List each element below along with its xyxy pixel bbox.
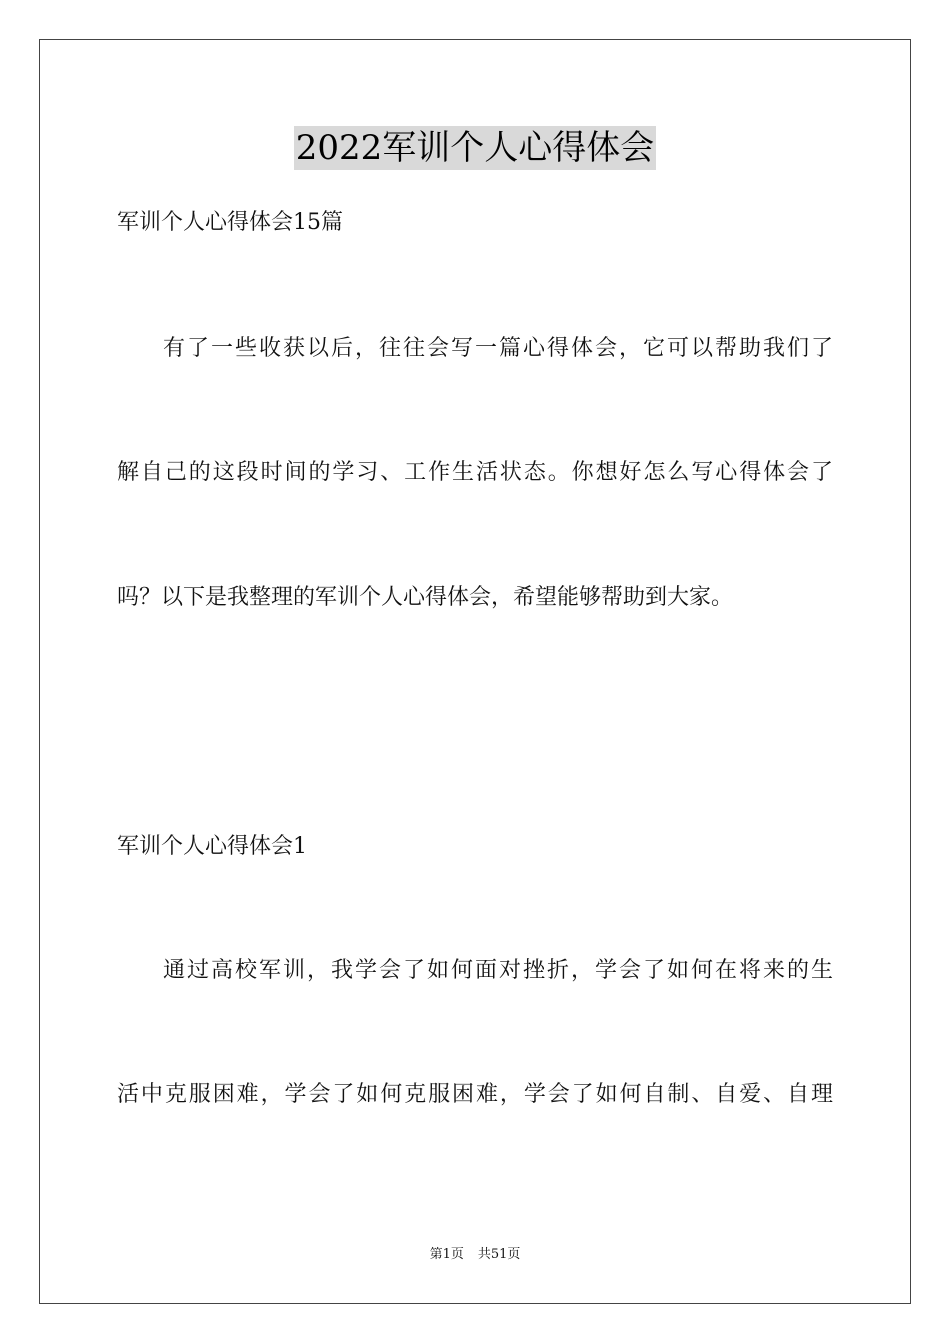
page-footer (0, 1246, 950, 1264)
intro-paragraph-line-3: 吗？以下是我整理的军训个人心得体会，希望能够帮助到大家。 (117, 585, 734, 610)
page-number-total: 共51页 (477, 1247, 521, 1262)
intro-paragraph-line-1: 有了一些收获以后，往往会写一篇心得体会，它可以帮助我们了 (163, 336, 833, 361)
section-heading: 军训个人心得体会1 (117, 834, 307, 859)
page-number-current: 第1页 (429, 1247, 464, 1262)
document-subtitle: 军训个人心得体会15篇 (117, 210, 343, 235)
document-title: 2022军训个人心得体会 (295, 128, 655, 168)
title-container (0, 126, 950, 170)
section-paragraph-line-1: 通过高校军训，我学会了如何面对挫折，学会了如何在将来的生 (163, 958, 833, 983)
intro-paragraph-line-2: 解自己的这段时间的学习、工作生活状态。你想好怎么写心得体会了 (117, 460, 833, 485)
section-paragraph-line-2: 活中克服困难，学会了如何克服困难，学会了如何自制、自爱、自理 (117, 1082, 833, 1107)
